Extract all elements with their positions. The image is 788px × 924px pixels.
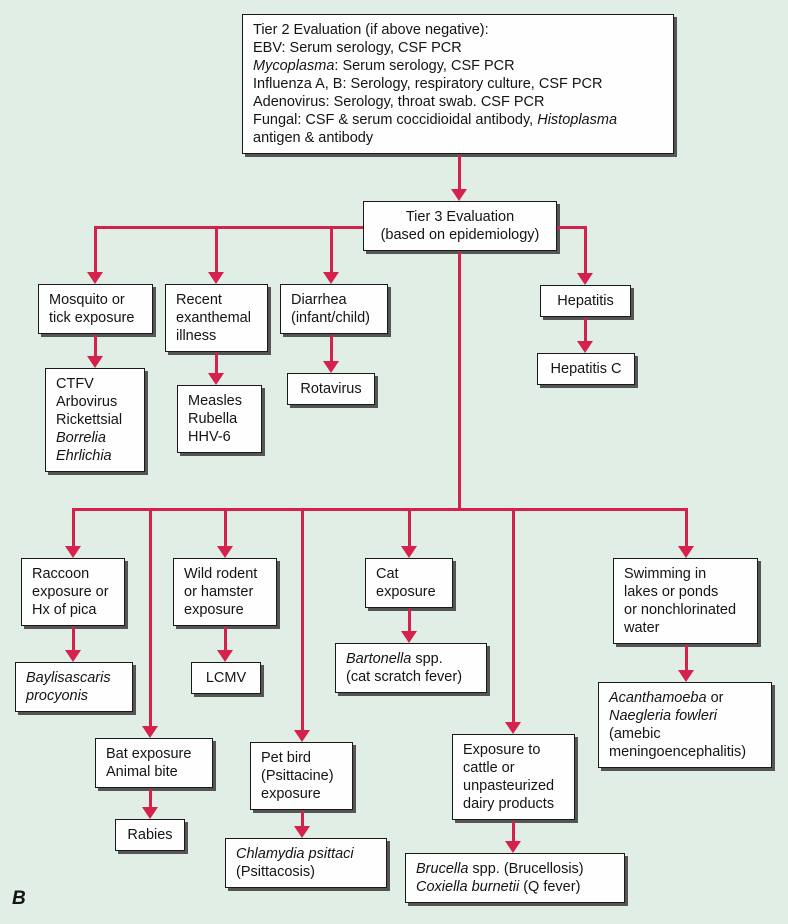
arrowhead-down-icon <box>294 826 310 838</box>
connector-line <box>149 789 152 809</box>
connector-line <box>584 318 587 343</box>
connector-line <box>512 508 515 725</box>
node-cat-exposure: Cat exposure <box>365 558 453 608</box>
connector-line <box>224 508 227 549</box>
arrowhead-down-icon <box>323 361 339 373</box>
arrowhead-down-icon <box>323 272 339 284</box>
connector-line <box>408 508 411 549</box>
figure-label: B <box>12 888 26 909</box>
connector-line <box>224 627 227 652</box>
arrowhead-down-icon <box>577 341 593 353</box>
arrowhead-down-icon <box>142 807 158 819</box>
arrowhead-down-icon <box>217 650 233 662</box>
node-rabies: Rabies <box>115 819 185 851</box>
connector-line <box>330 226 333 274</box>
arrowhead-down-icon <box>505 841 521 853</box>
connector-line <box>94 226 364 229</box>
node-pet-bird-exposure: Pet bird (Psittacine) exposure <box>250 742 353 810</box>
node-measles-rubella-hhv6: Measles Rubella HHV-6 <box>177 385 262 453</box>
node-brucella-coxiella: Brucella spp. (Brucellosis) Coxiella burnetii (Q fever) <box>405 853 625 903</box>
connector-line <box>512 821 515 843</box>
arrowhead-down-icon <box>87 272 103 284</box>
node-chlamydia-psittaci: Chlamydia psittaci (Psittacosis) <box>225 838 387 888</box>
arrowhead-down-icon <box>87 356 103 368</box>
node-tier2-evaluation: Tier 2 Evaluation (if above negative): EBV: Serum serology, CSF PCR Mycoplasma: Serum serology, CSF PCR Influenza A, B: Serology, respiratory culture, CSF PCR Adenovirus: Serology, throat swab. CSF PCR Fungal: CSF & serum coccidioidal antibody, Histoplasma antigen & antibody <box>242 14 674 154</box>
arrowhead-down-icon <box>505 722 521 734</box>
node-bartonella-cat-scratch: Bartonella spp. (cat scratch fever) <box>335 643 487 693</box>
node-mosquito-tick-exposure: Mosquito or tick exposure <box>38 284 153 334</box>
node-swimming-exposure: Swimming in lakes or ponds or nonchlorinated water <box>613 558 758 644</box>
connector-line <box>215 353 218 375</box>
node-acanthamoeba-naegleria: Acanthamoeba or Naegleria fowleri (amebic meningoencephalitis) <box>598 682 772 768</box>
connector-line <box>458 155 461 191</box>
node-baylisascaris-procyonis: Baylisascaris procyonis <box>15 662 133 712</box>
node-rotavirus: Rotavirus <box>287 373 375 405</box>
arrowhead-down-icon <box>401 546 417 558</box>
connector-line <box>72 627 75 652</box>
arrowhead-down-icon <box>208 272 224 284</box>
arrowhead-down-icon <box>217 546 233 558</box>
arrowhead-down-icon <box>294 730 310 742</box>
node-raccoon-exposure: Raccoon exposure or Hx of pica <box>21 558 125 626</box>
arrowhead-down-icon <box>577 273 593 285</box>
connector-line <box>215 226 218 274</box>
connector-line <box>72 508 75 549</box>
arrowhead-down-icon <box>208 373 224 385</box>
node-lcmv: LCMV <box>191 662 261 694</box>
arrowhead-down-icon <box>401 631 417 643</box>
node-wild-rodent-exposure: Wild rodent or hamster exposure <box>173 558 277 626</box>
node-bat-exposure-animal-bite: Bat exposure Animal bite <box>95 738 213 788</box>
arrowhead-down-icon <box>65 546 81 558</box>
connector-line <box>557 226 587 229</box>
node-hepatitis-c: Hepatitis C <box>537 353 635 385</box>
connector-line <box>458 252 461 511</box>
connector-line <box>94 226 97 274</box>
node-ctfv-arbovirus-rickettsial: CTFV Arbovirus Rickettsial Borrelia Ehrlichia <box>45 368 145 472</box>
arrowhead-down-icon <box>142 726 158 738</box>
connector-line <box>72 508 687 511</box>
node-recent-exanthemal-illness: Recent exanthemal illness <box>165 284 268 352</box>
connector-line <box>330 335 333 363</box>
node-cattle-dairy-exposure: Exposure to cattle or unpasteurized dairy products <box>452 734 575 820</box>
connector-line <box>94 335 97 358</box>
node-tier3-evaluation: Tier 3 Evaluation (based on epidemiology) <box>363 201 557 251</box>
connector-line <box>685 508 688 549</box>
connector-line <box>584 226 587 275</box>
arrowhead-down-icon <box>678 546 694 558</box>
connector-line <box>685 645 688 672</box>
arrowhead-down-icon <box>65 650 81 662</box>
connector-line <box>408 609 411 633</box>
arrowhead-down-icon <box>451 189 467 201</box>
node-hepatitis: Hepatitis <box>540 285 631 317</box>
connector-line <box>149 508 152 726</box>
connector-line <box>301 508 304 733</box>
arrowhead-down-icon <box>678 670 694 682</box>
node-diarrhea-infant-child: Diarrhea (infant/child) <box>280 284 388 334</box>
